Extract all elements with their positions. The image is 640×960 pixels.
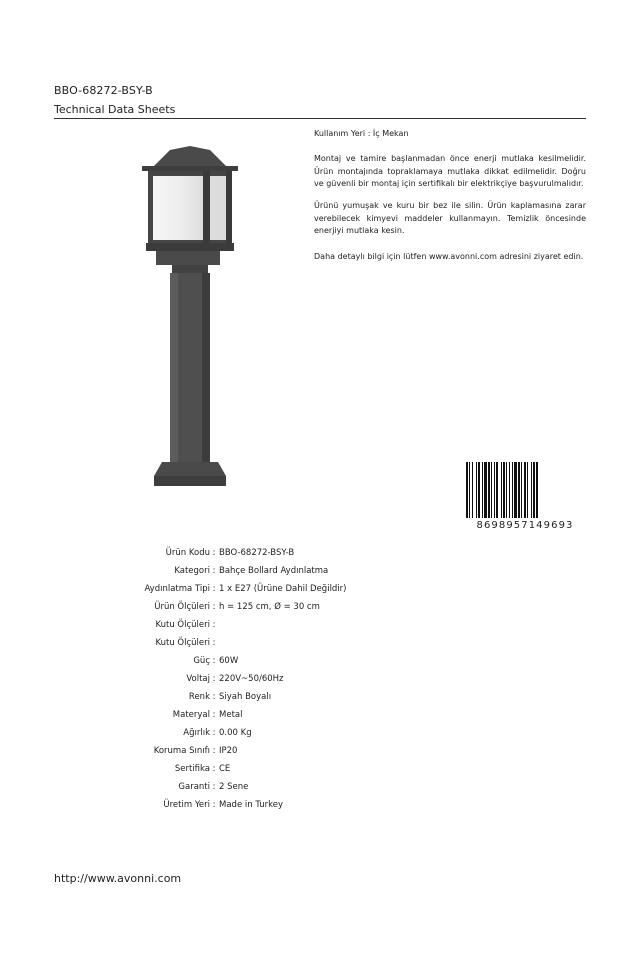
spec-row <box>54 634 347 652</box>
spec-separator: : <box>212 746 216 756</box>
spec-separator: : <box>212 728 216 738</box>
barcode-bar <box>496 462 498 518</box>
spec-label: Aydınlatma Tipi <box>144 584 210 594</box>
spec-label: Ürün Ölçüleri <box>154 602 210 612</box>
spec-value: CE <box>219 764 231 774</box>
safety-note: Montaj ve tamire başlanmadan önce enerji mutlaka kesilmelidir. Ürün montajında topraklamaya mutlaka dikkat edilmelidir. Doğru ve güvenli bir montaj için sertifikalı bir elektrikçiye başvurulmalıdır. <box>314 154 586 188</box>
spec-value: Bahçe Bollard Aydınlatma <box>219 566 329 576</box>
spec-row <box>54 742 347 760</box>
spec-separator: : <box>212 584 216 594</box>
spec-separator: : <box>212 764 216 774</box>
spec-separator: : <box>212 782 216 792</box>
spec-value: BBO-68272-BSY-B <box>219 548 295 558</box>
barcode-bar <box>531 462 532 518</box>
barcode-bar <box>533 462 535 518</box>
spec-row <box>54 598 347 616</box>
spec-separator: : <box>212 692 216 702</box>
cleaning-note: Ürünü yumuşak ve kuru bir bez ile silin. Ürün kaplamasına zarar verebilecek kimyevi maddeler kullanmayın. Temizlik öncesinde enerjiyi mutlaka kesin. <box>314 201 586 235</box>
barcode-digits: 8698957149693 <box>476 520 574 531</box>
barcode-bar <box>503 462 505 518</box>
spec-value: h = 125 cm, Ø = 30 cm <box>219 602 320 612</box>
barcode-bar <box>536 462 538 518</box>
spec-row <box>54 562 347 580</box>
spec-row <box>54 688 347 706</box>
spec-row <box>54 652 347 670</box>
header-divider <box>54 118 586 119</box>
spec-row <box>54 706 347 724</box>
document-subtitle: Technical Data Sheets <box>54 103 176 116</box>
spec-separator: : <box>212 638 216 648</box>
barcode-bar <box>506 462 507 518</box>
barcode-bar <box>484 462 487 518</box>
spec-label: Garanti <box>178 782 210 792</box>
barcode-bar <box>478 462 480 518</box>
spec-row <box>54 796 347 814</box>
spec-value: 0.00 Kg <box>219 728 252 738</box>
barcode-bar <box>512 462 513 518</box>
barcode-bar <box>488 462 490 518</box>
spec-label: Kategori <box>174 566 210 576</box>
barcode-bar <box>509 462 510 518</box>
spec-value: IP20 <box>219 746 238 756</box>
spec-label: Güç <box>193 656 210 666</box>
usage-location: Kullanım Yeri : İç Mekan <box>314 129 409 138</box>
barcode-bar <box>494 462 495 518</box>
spec-value: 2 Sene <box>219 782 249 792</box>
spec-label: Ağırlık <box>183 728 210 738</box>
barcode-bar <box>514 462 517 518</box>
spec-label: Materyal <box>172 710 210 720</box>
bollard-lamp-image <box>132 140 248 492</box>
barcode-bar <box>524 462 526 518</box>
barcode-bar <box>521 462 522 518</box>
spec-label: Renk <box>188 692 210 702</box>
spec-value: 1 x E27 (Ürüne Dahil Değildir) <box>219 584 347 594</box>
spec-separator: : <box>212 800 216 810</box>
spec-label: Koruma Sınıfı <box>153 746 210 756</box>
barcode-bar <box>482 462 483 518</box>
document-code: BBO-68272-BSY-B <box>54 84 153 97</box>
barcode-bar <box>501 462 502 518</box>
spec-value: Metal <box>219 710 243 720</box>
barcode-bar <box>469 462 470 518</box>
spec-separator: : <box>212 674 216 684</box>
spec-separator: : <box>212 656 216 666</box>
barcode-bar <box>476 462 477 518</box>
spec-separator: : <box>212 620 216 630</box>
spec-value: 60W <box>219 656 239 666</box>
spec-label: Voltaj <box>186 674 210 684</box>
footer-url[interactable]: http://www.avonni.com <box>54 872 182 885</box>
spec-separator: : <box>212 602 216 612</box>
spec-label: Üretim Yeri <box>163 800 210 810</box>
spec-row <box>54 670 347 688</box>
barcode-bar <box>466 462 468 518</box>
spec-row <box>54 544 347 562</box>
spec-label: Kutu Ölçüleri <box>155 620 210 630</box>
spec-label: Kutu Ölçüleri <box>155 638 210 648</box>
barcode-bar <box>472 462 473 518</box>
barcode-bar <box>518 462 520 518</box>
spec-separator: : <box>212 710 216 720</box>
spec-row <box>54 778 347 796</box>
website-note: Daha detaylı bilgi için lütfen www.avonni.com adresini ziyaret edin. <box>314 252 584 261</box>
spec-separator: : <box>212 566 216 576</box>
barcode-bar <box>491 462 492 518</box>
spec-row <box>54 724 347 742</box>
spec-row <box>54 580 347 598</box>
spec-value: Siyah Boyalı <box>219 692 272 702</box>
barcode-bar <box>527 462 528 518</box>
spec-table <box>54 544 347 814</box>
spec-row <box>54 616 347 634</box>
spec-value: 220V~50/60Hz <box>219 674 284 684</box>
spec-row <box>54 760 347 778</box>
spec-value: Made in Turkey <box>219 800 283 810</box>
spec-label: Ürün Kodu <box>165 548 210 558</box>
spec-separator: : <box>212 548 216 558</box>
spec-label: Sertifika <box>174 764 210 774</box>
